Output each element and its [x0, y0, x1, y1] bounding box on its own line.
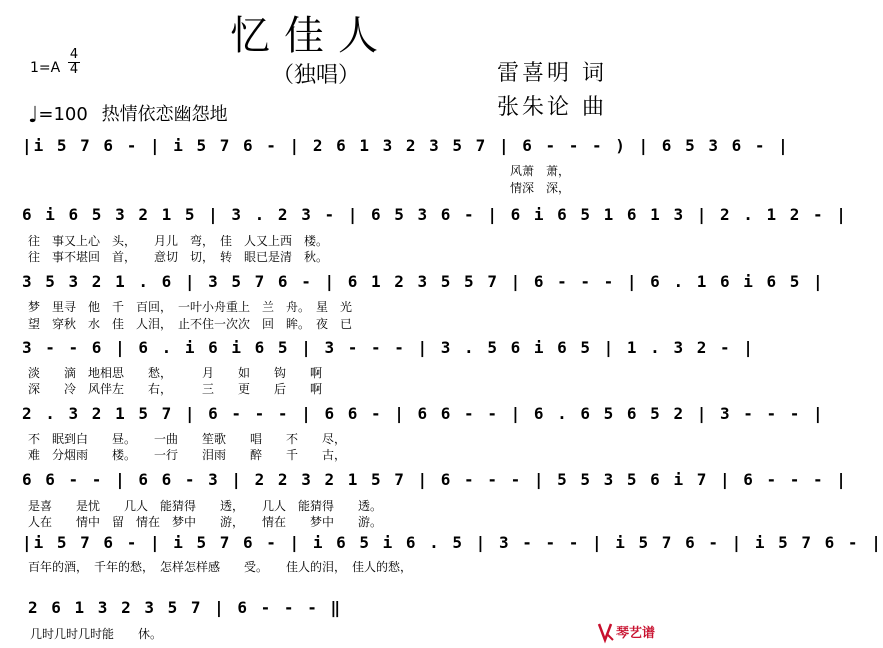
lyric-line-8: 几时几时几时能 休。: [30, 627, 163, 641]
lyric-line-2b: 往 事不堪回 首， 意切 切， 转 眼已是清 秋。: [28, 250, 329, 264]
time-signature: [68, 48, 80, 77]
composer-credit: 张朱论 曲: [497, 95, 607, 120]
lyric-line-6b: 人在 情中 留 情在 梦中 游， 情在 梦中 游。: [28, 515, 383, 529]
lyric-line-5b: 难 分烟雨 楼。 一行 泪雨 醉 千 古，: [28, 448, 347, 462]
song-title: 忆佳人: [230, 13, 392, 59]
notation-line-8: 2 6 1 3 2 3 5 7 | 6 - - - ‖: [28, 598, 343, 617]
notation-line-7: |i 5 7 6 - | i 5 7 6 - | i 6 5 i 6 . 5 | 3 - - - | i 5 7 6 - | i 5 7 6 - |: [22, 533, 883, 552]
song-subtitle: （独唱）: [272, 63, 361, 88]
brand-logo-text: 琴艺谱: [616, 626, 656, 641]
lyric-line-4a: 淡 滴 地相思 愁， 月 如 钩 啊: [28, 366, 323, 380]
lyricist-credit: 雷喜明 词: [497, 61, 607, 86]
notation-line-6: 6 6 - - | 6 6 - 3 | 2 2 3 2 1 5 7 | 6 - - - | 5 5 3 5 6 i 7 | 6 - - - |: [22, 470, 848, 489]
notation-line-2: 6 i 6 5 3 2 1 5 | 3 . 2 3 - | 6 5 3 6 - | 6 i 6 5 1 6 1 3 | 2 . 1 2 - |: [22, 205, 848, 224]
lyric-line-7: 百年的酒， 千年的愁， 怎样怎样感 受。 佳人的泪， 佳人的愁，: [28, 560, 413, 574]
notation-line-1: |i 5 7 6 - | i 5 7 6 - | 2 6 1 3 2 3 5 7 | 6 - - - ) | 6 5 3 6 - |: [22, 136, 790, 155]
lyric-line-5a: 不 眠到白 昼。 一曲 笙歌 唱 不 尽，: [28, 432, 347, 446]
tempo-marking: [28, 100, 228, 128]
notation-line-3: 3 5 3 2 1 . 6 | 3 5 7 6 - | 6 1 2 3 5 5 7 | 6 - - - | 6 . 1 6 i 6 5 |: [22, 272, 825, 291]
notation-line-5: 2 . 3 2 1 5 7 | 6 - - - | 6 6 - | 6 6 - - | 6 . 6 5 6 5 2 | 3 - - - |: [22, 404, 825, 423]
lyric-line-2a: 往 事又上心 头， 月儿 弯， 佳 人又上西 楼。: [28, 234, 329, 248]
quarter-note-icon: ♩: [28, 103, 39, 128]
notation-line-4: 3 - - 6 | 6 . i 6 i 6 5 | 3 - - - | 3 . 5 6 i 6 5 | 1 . 3 2 - |: [22, 338, 755, 357]
brand-logo: [596, 620, 658, 644]
time-bottom: 4: [69, 62, 79, 77]
lyric-line-1a: 风萧 萧，: [510, 164, 571, 178]
lyric-line-4b: 深 冷 风伴左 右， 三 更 后 啊: [28, 382, 323, 396]
tempo-value: =100: [38, 104, 88, 125]
lyric-line-1b: 情深 深，: [510, 181, 571, 195]
lyric-line-6a: 是喜 是忧 几人 能猜得 透， 几人 能猜得 透。: [28, 499, 383, 513]
time-top: 4: [69, 47, 79, 62]
expression-mark: 热情依恋幽怨地: [101, 104, 228, 125]
key-signature: 1=A: [30, 60, 61, 76]
lyric-line-3a: 梦 里寻 他 千 百回， 一叶小舟重上 兰 舟。 星 光: [28, 300, 353, 314]
lyric-line-3b: 望 穿秋 水 佳 人泪， 止不住一次次 回 眸。 夜 已: [28, 317, 353, 331]
